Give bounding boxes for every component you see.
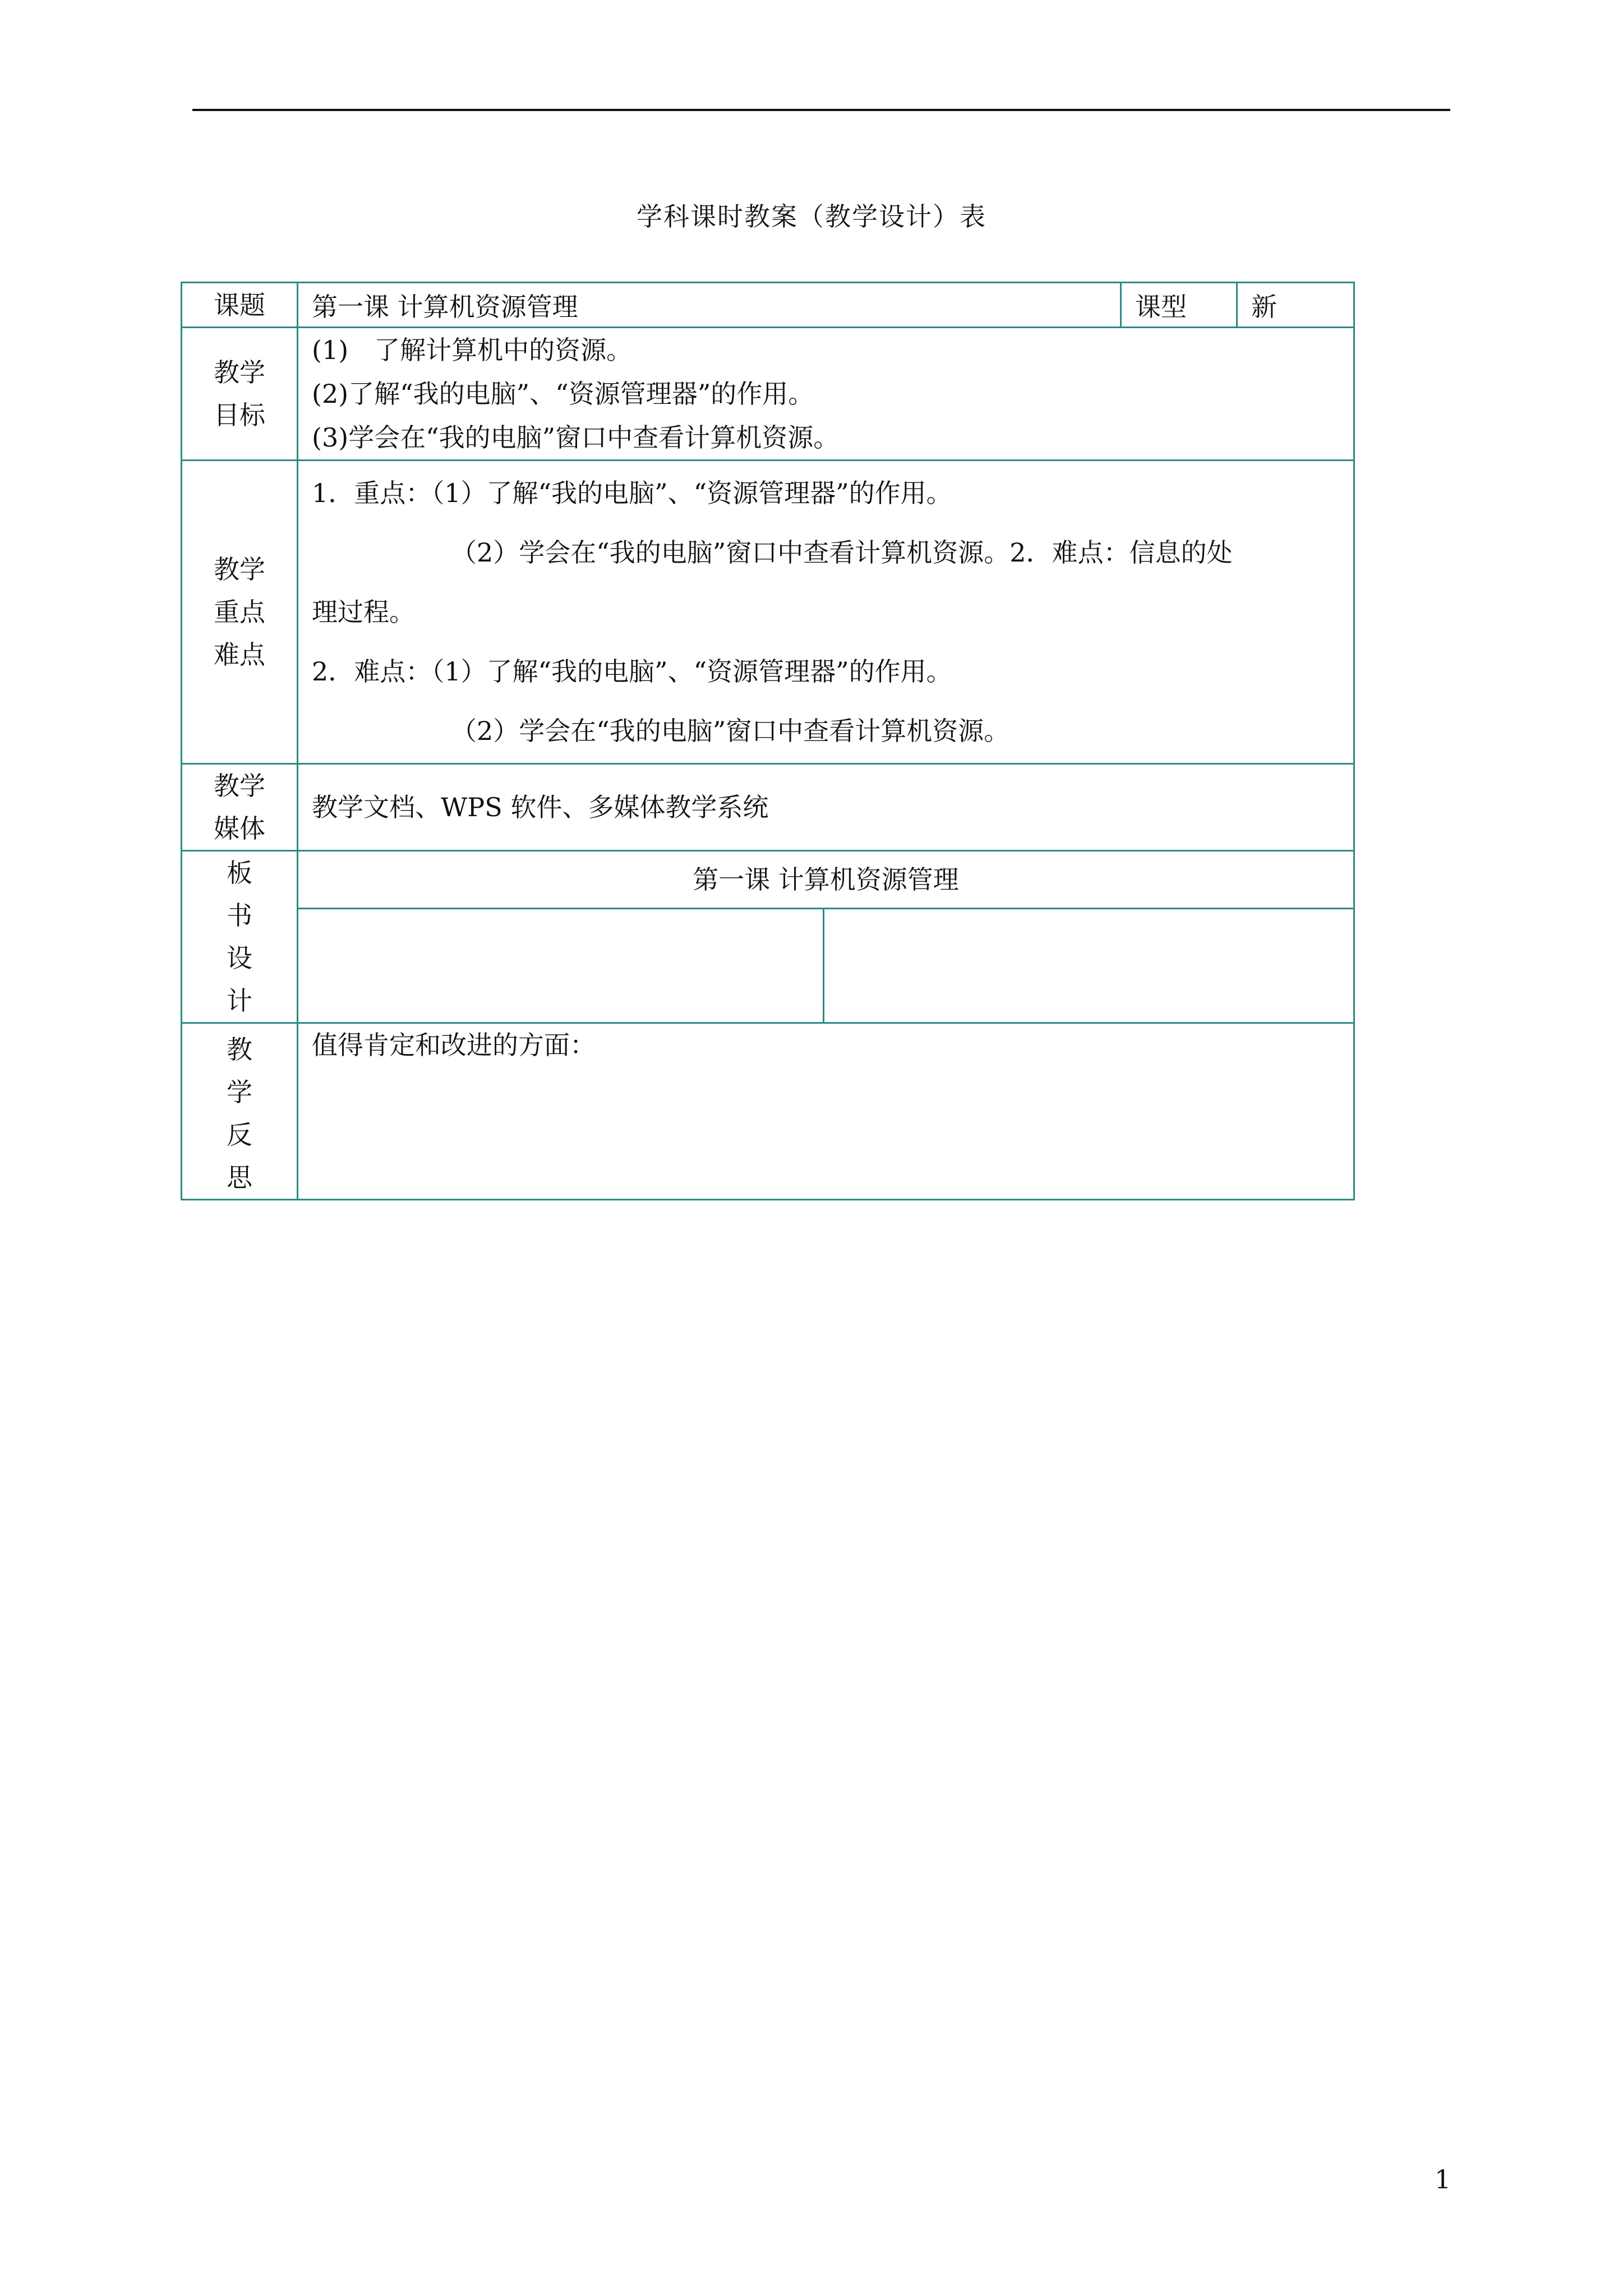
- key-point-line: （2）学会在“我的电脑”窗口中查看计算机资源。2．难点：信息的处: [451, 537, 1233, 568]
- board-design-left-cell: [298, 909, 824, 1023]
- media-label: 教学 媒体: [182, 764, 298, 851]
- board-design-title: 第一课 计算机资源管理: [298, 851, 1354, 909]
- key-points-content: [298, 461, 1354, 764]
- document-title: 学科课时教案（教学设计）表: [637, 201, 986, 232]
- key-point-line: 1．重点：（1）了解“我的电脑”、“资源管理器”的作用。: [312, 478, 952, 508]
- page-number: 1: [1435, 2164, 1451, 2194]
- goal-item: (1) 了解计算机中的资源。: [312, 335, 633, 365]
- reflection-content: 值得肯定和改进的方面：: [298, 1023, 1354, 1200]
- header-rule: [192, 109, 1450, 111]
- goals-row: [182, 328, 1354, 461]
- lesson-plan-table: [181, 282, 1355, 1200]
- goals-content: [298, 328, 1354, 461]
- goals-label: 教学 目标: [182, 328, 298, 461]
- reflection-label: 教 学 反 思: [182, 1023, 298, 1200]
- key-point-line: 2．难点：（1）了解“我的电脑”、“资源管理器”的作用。: [312, 656, 952, 687]
- key-point-line: 理过程。: [312, 597, 415, 627]
- goal-item: (2)了解“我的电脑”、“资源管理器”的作用。: [312, 379, 814, 409]
- board-design-right-cell: [824, 909, 1354, 1023]
- topic-label: 课题: [182, 283, 298, 328]
- goal-item: (3)学会在“我的电脑”窗口中查看计算机资源。: [312, 422, 840, 453]
- lesson-type-value: 新: [1237, 283, 1354, 328]
- topic-row: [182, 283, 1354, 328]
- lesson-type-label: 课型: [1121, 283, 1237, 328]
- board-design-body-row: [182, 909, 1354, 1023]
- key-points-row: [182, 461, 1354, 764]
- media-value: 教学文档、WPS 软件、多媒体教学系统: [298, 764, 1354, 851]
- key-points-label: 教学 重点 难点: [182, 461, 298, 764]
- board-design-label: 板 书 设 计: [182, 851, 298, 1023]
- reflection-row: [182, 1023, 1354, 1200]
- board-design-title-row: [182, 851, 1354, 909]
- topic-value: 第一课 计算机资源管理: [298, 283, 1121, 328]
- media-row: [182, 764, 1354, 851]
- key-point-line: （2）学会在“我的电脑”窗口中查看计算机资源。: [451, 716, 1010, 746]
